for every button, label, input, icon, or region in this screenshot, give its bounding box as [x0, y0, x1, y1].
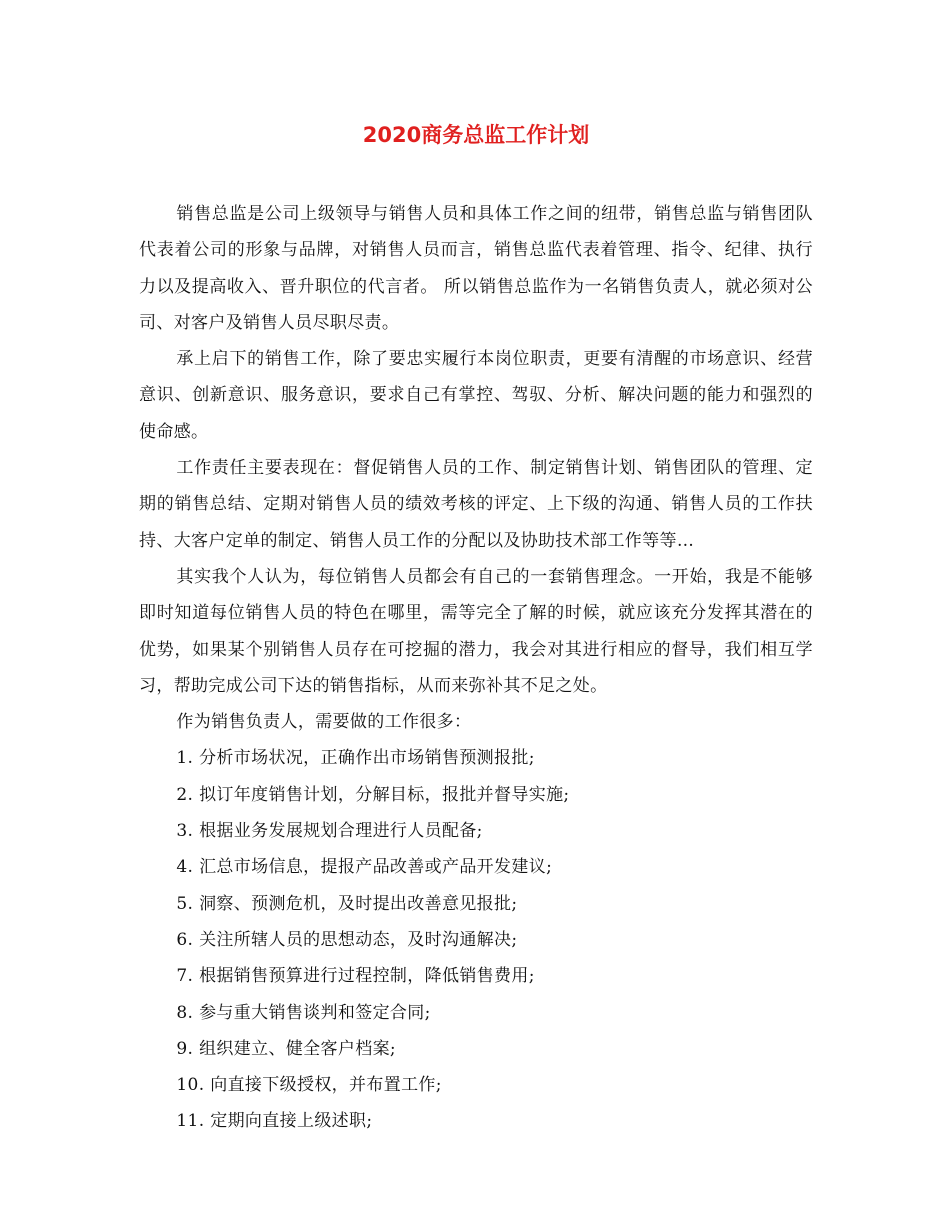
list-item: 2. 拟订年度销售计划，分解目标，报批并督导实施; — [176, 784, 570, 805]
document-title: 2020商务总监工作计划 — [362, 123, 590, 147]
paragraph: 其实我个人认为，每位销售人员都会有自己的一套销售理念。一开始，我是不能够即时知道每位销售人员的特色在哪里，需等完全了解的时候，就应该充分发挥其潜在的优势，如果某个别销售人员存在可挖掘的潜力，我会对其进行相应的督导，我们相互学习，帮助完成公司下达的销售指标，从而来弥补其不足之处。 — [139, 566, 813, 696]
paragraph: 工作责任主要表现在：督促销售人员的工作、制定销售计划、销售团队的管理、定期的销售总结、定期对销售人员的绩效考核的评定、上下级的沟通、销售人员的工作扶持、大客户定单的制定、销售人员工作的分配以及协助技术部工作等等… — [139, 458, 813, 551]
paragraph: 作为销售负责人，需要做的工作很多： — [176, 712, 472, 733]
list-item: 7. 根据销售预算进行过程控制，降低销售费用; — [176, 966, 535, 987]
list-item: 8. 参与重大销售谈判和签定合同; — [176, 1002, 431, 1023]
paragraph: 销售总监是公司上级领导与销售人员和具体工作之间的纽带，销售总监与销售团队代表着公司的形象与品牌，对销售人员而言，销售总监代表着管理、指令、纪律、执行力以及提高收入、晋升职位的代言者。 所以销售总监作为一名销售负责人，就必须对公司、对客户及销售人员尽职尽责。 — [139, 204, 813, 333]
duty-list — [139, 740, 813, 1139]
list-item: 4. 汇总市场信息，提报产品改善或产品开发建议; — [176, 857, 553, 878]
list-item: 9. 组织建立、健全客户档案; — [176, 1038, 396, 1059]
list-item: 1. 分析市场状况，正确作出市场销售预测报批; — [176, 748, 535, 769]
document-body — [139, 196, 813, 1140]
list-item: 6. 关注所辖人员的思想动态，及时沟通解决; — [176, 929, 518, 950]
list-item: 5. 洞察、预测危机，及时提出改善意见报批; — [176, 893, 518, 914]
list-item: 3. 根据业务发展规划合理进行人员配备; — [176, 821, 483, 842]
paragraph: 承上启下的销售工作，除了要忠实履行本岗位职责，更要有清醒的市场意识、经营意识、创新意识、服务意识，要求自己有掌控、驾驭、分析、解决问题的能力和强烈的使命感。 — [139, 349, 813, 442]
list-item: 10. 向直接下级授权，并布置工作; — [176, 1075, 442, 1096]
list-item: 11. 定期向直接上级述职; — [176, 1111, 373, 1132]
